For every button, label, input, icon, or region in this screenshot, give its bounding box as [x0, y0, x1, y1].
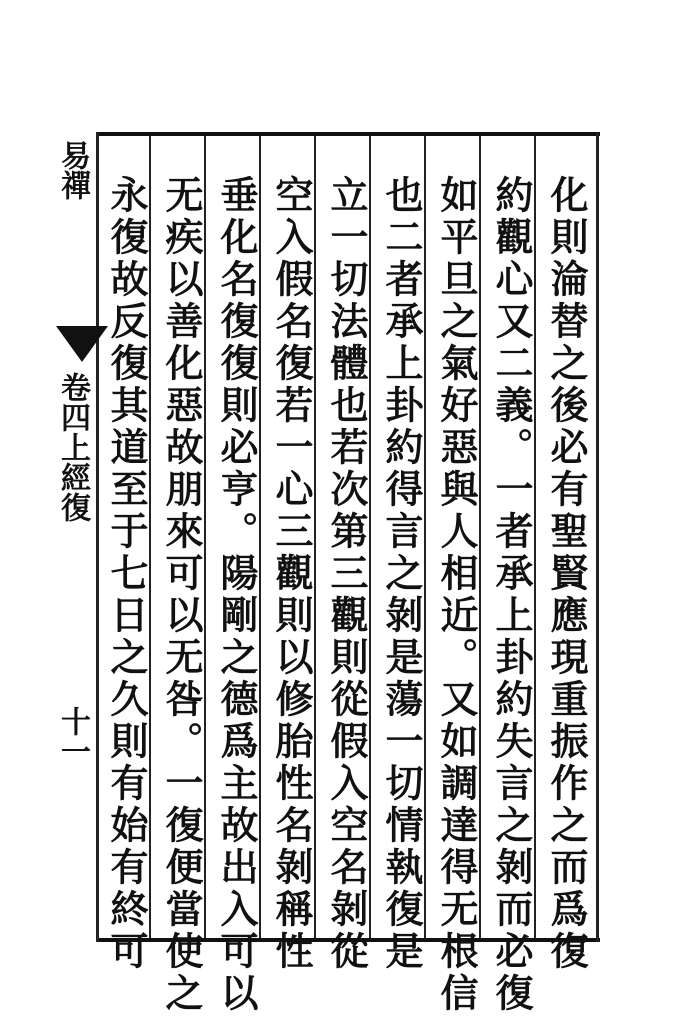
text-column-8: 无疾以善化惡故朋來可以无咎。一復便當使之	[159, 175, 204, 1015]
page-number: 十一	[55, 706, 90, 766]
text-column-7: 垂化名復復則必亨。陽剛之德爲主故出入可以	[214, 175, 259, 1015]
margin-border	[96, 132, 99, 942]
text-column-6: 空入假名復若一心三觀則以修胎性名剝稱性	[269, 175, 314, 973]
text-column-1: 化則淪替之後必有聖賢應現重振作之而爲復	[544, 175, 589, 973]
text-column-3: 如平旦之氣好惡與人相近。又如調達得无根信	[434, 175, 479, 1015]
text-column-2: 約觀心又二義。一者承上卦約失言之剝而必復	[489, 175, 534, 1015]
text-column-5: 立一切法體也若次第三觀則從假入空名剝從	[324, 175, 369, 973]
text-column-4: 也二者承上卦約得言之剝是蕩一切情執復是	[379, 175, 424, 973]
right-border	[596, 132, 599, 942]
chapter-label: 卷四上經復	[55, 372, 90, 522]
text-column-9: 永復故反復其道至于七日之久則有始有終可	[104, 175, 149, 973]
top-border	[96, 132, 600, 136]
book-title: 易禪	[55, 140, 90, 200]
